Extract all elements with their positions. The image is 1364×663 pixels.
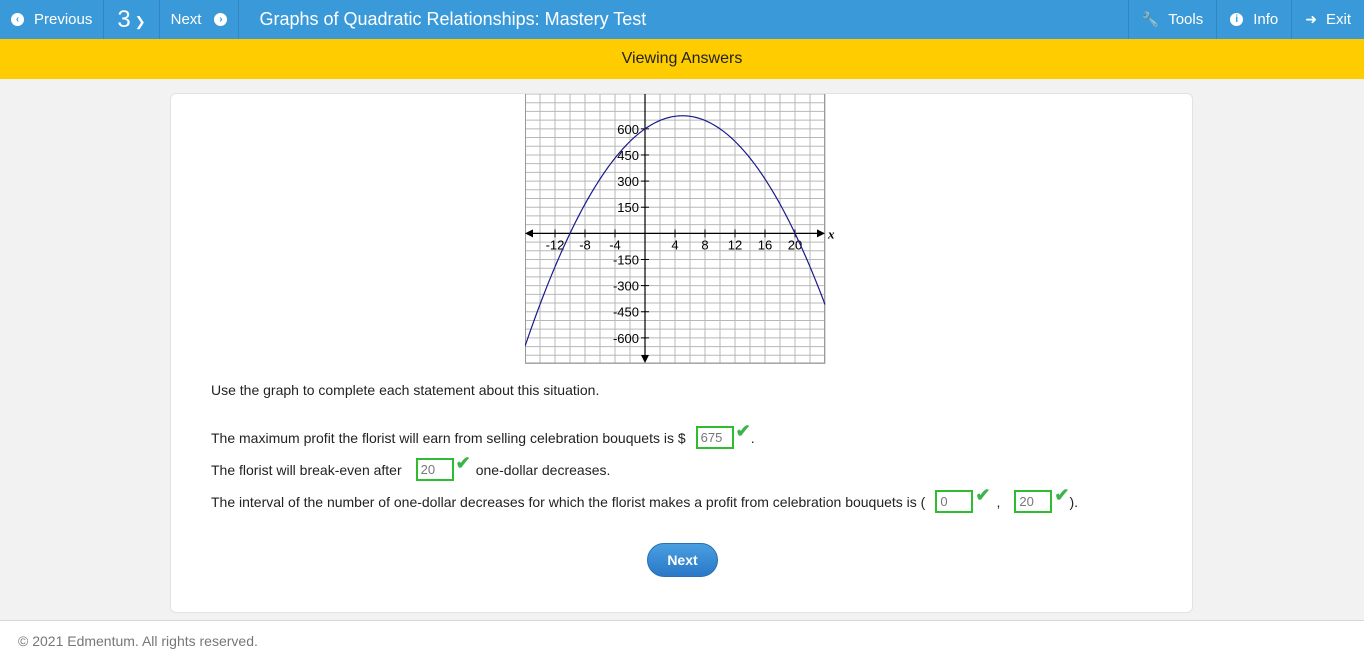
x-tick-label: 20 <box>787 237 803 253</box>
y-axis-arrow-down <box>641 355 649 363</box>
top-right-actions <box>1128 0 1364 39</box>
y-tick-label: 600 <box>617 121 639 137</box>
graph-axes <box>525 94 835 363</box>
graph-svg <box>525 94 845 364</box>
x-tick-label: 8 <box>701 237 709 253</box>
y-tick-label: 150 <box>617 200 639 216</box>
statement2-after: one-dollar decreases. <box>475 461 611 478</box>
check-icon: ✔ <box>735 421 751 441</box>
y-tick-label: 450 <box>617 147 639 163</box>
x-axis-arrow-right <box>817 229 825 237</box>
statement3-after: ). <box>1069 493 1078 510</box>
next-nav-label: Next <box>170 11 202 28</box>
question-number: 3 <box>117 5 131 33</box>
statement1-text: The maximum profit the florist will earn from selling celebration bouquets is $ <box>211 429 686 446</box>
arrow-right-circle-icon: › <box>214 13 227 26</box>
exit-button[interactable] <box>1291 0 1364 39</box>
wrench-icon: 🔧 <box>1141 11 1160 27</box>
info-button[interactable] <box>1216 0 1291 39</box>
check-icon: ✔ <box>975 485 991 505</box>
x-axis-arrow-left <box>525 229 533 237</box>
check-icon: ✔ <box>455 453 471 473</box>
previous-label: Previous <box>34 11 93 28</box>
interval-end-answer-box: 20 <box>1014 490 1052 513</box>
check-icon: ✔ <box>1054 485 1070 505</box>
exit-label: Exit <box>1325 11 1351 28</box>
y-tick-label: -450 <box>612 304 639 320</box>
banner-text: Viewing Answers <box>621 50 743 67</box>
statement3-text: The interval of the number of one-dollar decreases for which the florist makes a profit from celebration bouquets is ( <box>211 493 926 510</box>
statement-break-even <box>211 453 611 481</box>
footer <box>0 621 1364 663</box>
x-tick-label: -4 <box>609 237 621 253</box>
statement1-after: . <box>750 429 755 446</box>
instruction-text: Use the graph to complete each statement about this situation. <box>211 382 600 398</box>
previous-button[interactable] <box>0 0 104 39</box>
quadratic-graph <box>525 94 845 364</box>
next-button[interactable]: Next <box>647 543 718 577</box>
viewing-answers-banner <box>0 39 1364 79</box>
interval-start-answer-box: 0 <box>935 490 973 513</box>
graph-grid <box>525 94 825 364</box>
x-tick-label: -8 <box>579 237 591 253</box>
y-tick-label: 300 <box>617 174 639 190</box>
test-title: Graphs of Quadratic Relationships: Mastery Test <box>259 9 647 29</box>
x-tick-label: 12 <box>727 237 743 253</box>
question-number-dropdown[interactable] <box>104 0 159 39</box>
y-tick-label: -150 <box>612 252 639 268</box>
x-axis-label: x <box>828 226 835 242</box>
max-profit-answer-box: 675 <box>696 426 734 449</box>
info-label: Info <box>1253 11 1279 28</box>
y-tick-label: -300 <box>612 278 639 294</box>
info-circle-icon: i <box>1230 13 1243 26</box>
break-even-answer-box: 20 <box>416 458 454 481</box>
arrow-left-circle-icon: ‹ <box>11 13 24 26</box>
x-tick-label: 16 <box>757 237 773 253</box>
chevron-down-icon: ❯ <box>134 13 146 29</box>
tools-button[interactable] <box>1128 0 1216 39</box>
interval-separator: , <box>996 493 1001 510</box>
statement-profit-interval <box>211 485 1078 513</box>
top-nav-bar <box>0 0 1364 39</box>
x-tick-label: -12 <box>545 237 565 253</box>
y-tick-label: -600 <box>612 330 639 346</box>
tools-label: Tools <box>1168 11 1204 28</box>
statement2-text: The florist will break-even after <box>211 461 402 478</box>
statement-max-profit <box>211 421 755 449</box>
next-nav-button[interactable] <box>160 0 240 39</box>
copyright-text: © 2021 Edmentum. All rights reserved. <box>18 633 258 649</box>
x-tick-label: 4 <box>671 237 679 253</box>
sign-out-icon: ➜ <box>1305 11 1317 27</box>
question-card <box>170 93 1193 613</box>
